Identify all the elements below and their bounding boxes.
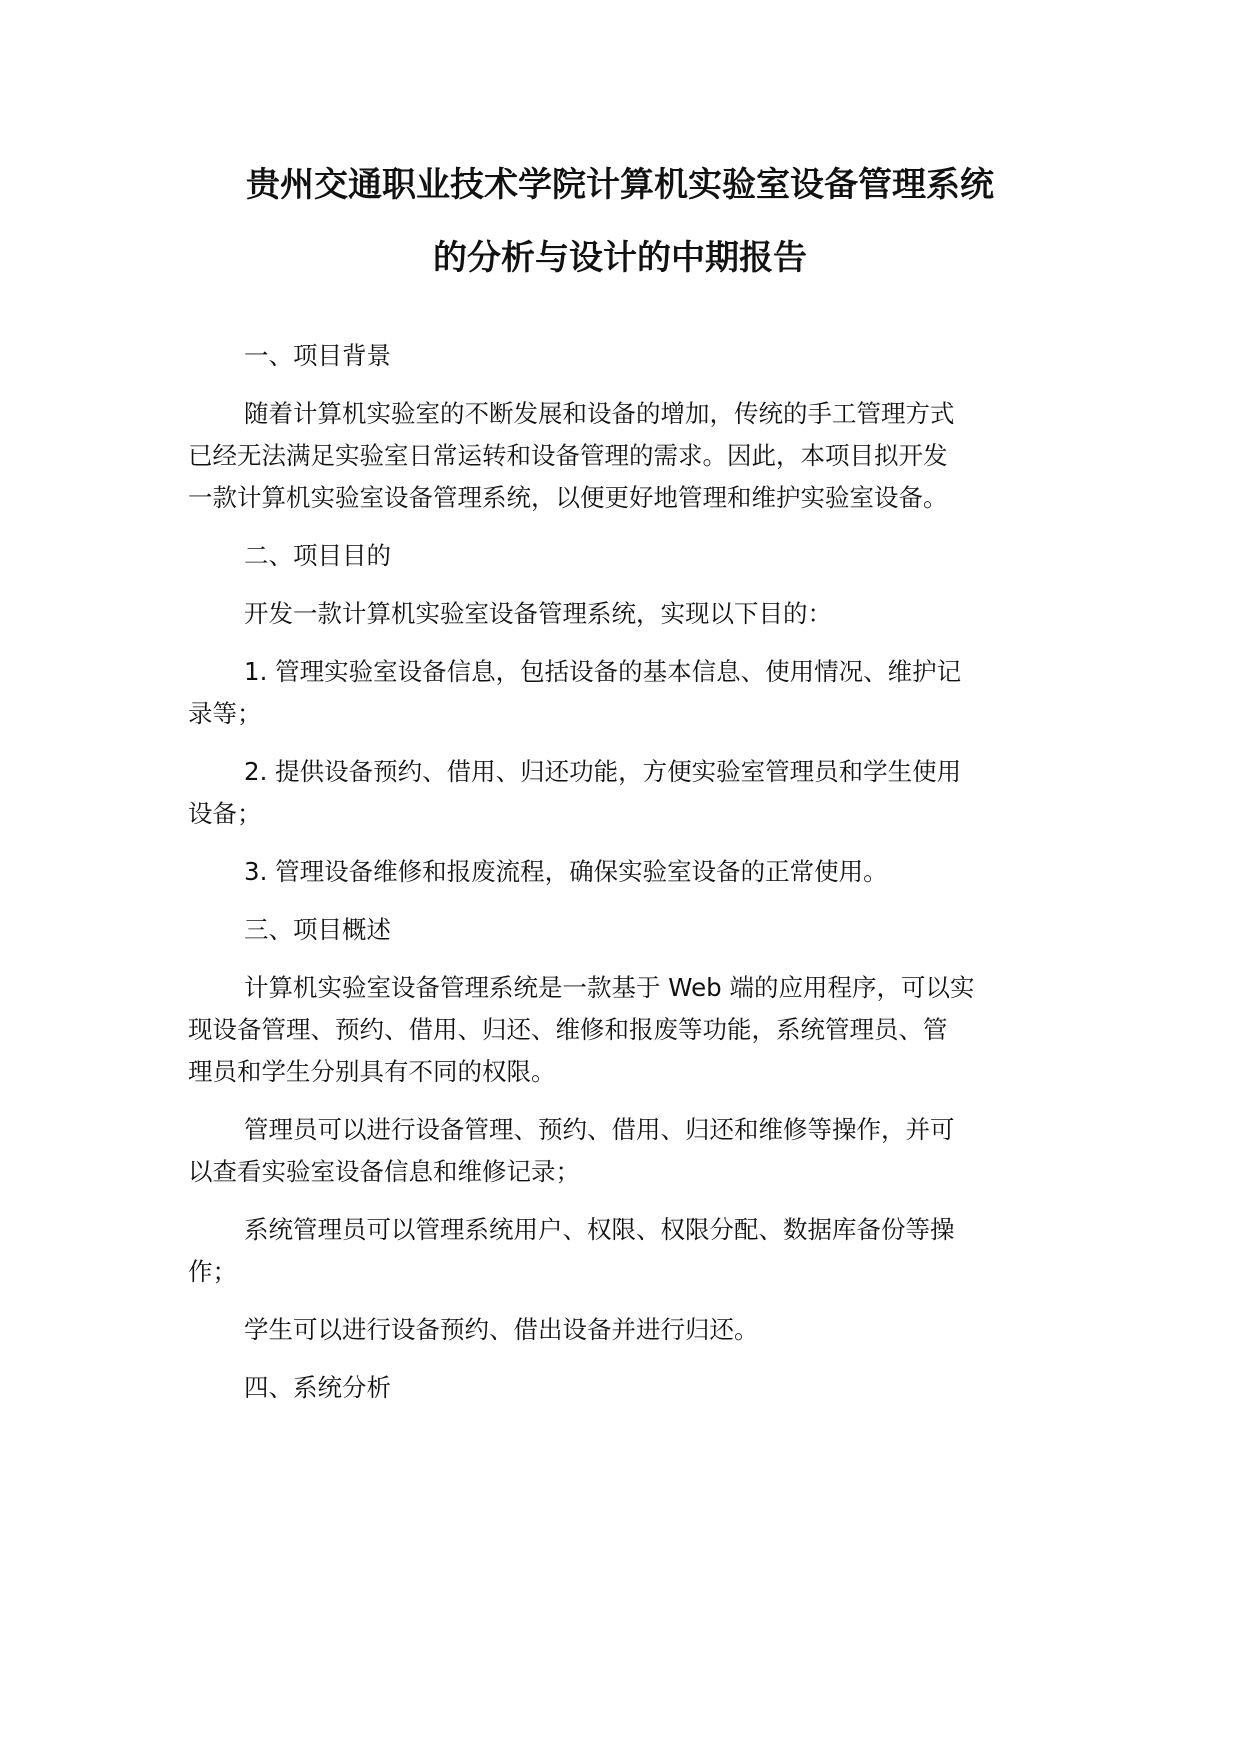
paragraph-line: 学生可以进行设备预约、借出设备并进行归还。 xyxy=(244,1315,759,1344)
section-heading-purpose: 二、项目目的 xyxy=(244,541,391,570)
section-heading-overview: 三、项目概述 xyxy=(244,915,391,944)
paragraph-line: 以查看实验室设备信息和维修记录； xyxy=(188,1157,580,1186)
paragraph-line: 一款计算机实验室设备管理系统，以便更好地管理和维护实验室设备。 xyxy=(188,483,948,512)
section-heading-background: 一、项目背景 xyxy=(244,341,391,370)
section-heading-analysis: 四、系统分析 xyxy=(244,1373,391,1402)
paragraph-line: 理员和学生分别具有不同的权限。 xyxy=(188,1057,556,1086)
list-item-line: 3. 管理设备维修和报废流程，确保实验室设备的正常使用。 xyxy=(244,857,888,886)
paragraph-line: 管理员可以进行设备管理、预约、借用、归还和维修等操作，并可 xyxy=(244,1115,955,1144)
list-item-line: 设备； xyxy=(188,799,262,828)
paragraph-line: 现设备管理、预约、借用、归还、维修和报废等功能，系统管理员、管 xyxy=(188,1015,948,1044)
paragraph-line: 随着计算机实验室的不断发展和设备的增加，传统的手工管理方式 xyxy=(244,399,955,428)
list-item-line: 2. 提供设备预约、借用、归还功能，方便实验室管理员和学生使用 xyxy=(244,757,962,786)
list-item-line: 录等； xyxy=(188,699,262,728)
paragraph-line: 计算机实验室设备管理系统是一款基于 Web 端的应用程序，可以实 xyxy=(244,973,975,1002)
document-title-line-1: 贵州交通职业技术学院计算机实验室设备管理系统 xyxy=(246,165,994,205)
paragraph-line: 已经无法满足实验室日常运转和设备管理的需求。因此，本项目拟开发 xyxy=(188,441,948,470)
list-item-line: 1. 管理实验室设备信息，包括设备的基本信息、使用情况、维护记 xyxy=(244,657,962,686)
paragraph-line: 作； xyxy=(188,1257,237,1286)
paragraph-line: 开发一款计算机实验室设备管理系统，实现以下目的： xyxy=(244,599,832,628)
document-title-line-2: 的分析与设计的中期报告 xyxy=(433,238,807,278)
paragraph-line: 系统管理员可以管理系统用户、权限、权限分配、数据库备份等操 xyxy=(244,1215,955,1244)
